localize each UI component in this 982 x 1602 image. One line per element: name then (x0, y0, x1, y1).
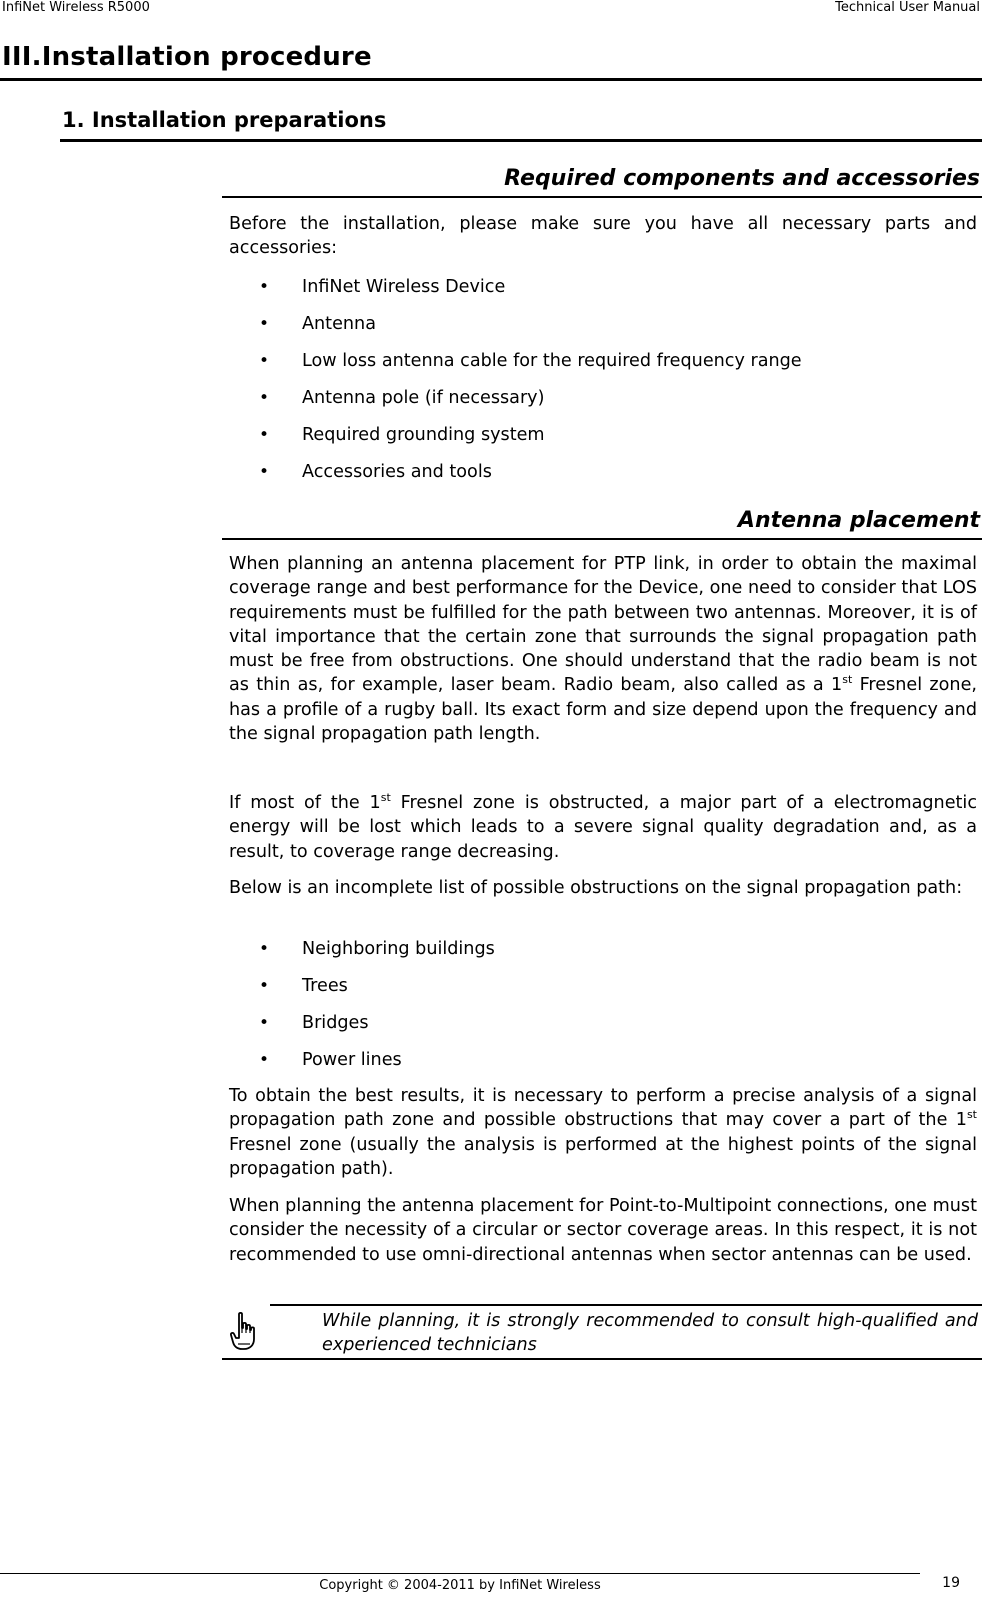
subsection-heading-rule (222, 196, 982, 198)
bullet-icon: • (259, 1013, 270, 1033)
note-rule-top (270, 1304, 982, 1306)
list-item (229, 312, 977, 349)
bullet-icon: • (259, 351, 270, 371)
list-item (229, 1011, 977, 1048)
subsection-heading-rule (222, 538, 982, 540)
bullet-icon: • (259, 1050, 270, 1070)
subsection-heading-antenna-placement: Antenna placement (737, 508, 980, 533)
list-item (229, 974, 977, 1011)
placement-paragraph-2: If most of the 1st Fresnel zone is obstructed, a major part of a electromagnetic energy will be lost which leads to a severe signal quality degradation and, as a result, to coverage range decreasing. (229, 791, 977, 862)
list-item-text: Bridges (302, 1013, 369, 1033)
page-number: 19 (942, 1575, 960, 1591)
section-heading: 1. Installation preparations (62, 108, 387, 132)
subsection-heading-components: Required components and accessories (504, 166, 980, 191)
list-item-text: Power lines (302, 1050, 402, 1070)
list-item (229, 349, 977, 386)
header-manual-title: Technical User Manual (835, 0, 980, 15)
list-item-text: Trees (302, 976, 348, 996)
section-heading-rule (60, 139, 982, 142)
list-item (229, 937, 977, 974)
list-item-text: InfiNet Wireless Device (302, 277, 506, 297)
placement-paragraph-4: To obtain the best results, it is necessary to perform a precise analysis of a signal propagation path zone and possible obstructions that may cover a part of the 1st Fresnel zone (usually the analysis is performed at the highest points of the signal propagation path). (229, 1086, 977, 1179)
list-item-text: Low loss antenna cable for the required frequency range (302, 351, 802, 371)
placement-paragraph-3: Below is an incomplete list of possible obstructions on the signal propagation path: (229, 878, 963, 898)
obstructions-list (229, 937, 977, 1085)
list-item (229, 275, 977, 312)
bullet-icon: • (259, 939, 270, 959)
list-item (229, 386, 977, 423)
footer-copyright: Copyright © 2004-2011 by InfiNet Wireless (319, 1578, 601, 1593)
bullet-icon: • (259, 314, 270, 334)
placement-paragraph-5: When planning the antenna placement for Point-to-Multipoint connections, one must consider the necessity of a circular or sector coverage areas. In this respect, it is not recommended to use omni-directional antennas when sector antennas can be used. (229, 1196, 977, 1265)
list-item-text: Neighboring buildings (302, 939, 495, 959)
footer-rule (0, 1573, 920, 1574)
bullet-icon: • (259, 277, 270, 297)
bullet-icon: • (259, 425, 270, 445)
note-text: While planning, it is strongly recommended to consult high-qualified and experienced technicians (322, 1311, 978, 1356)
placement-paragraph-1: When planning an antenna placement for PTP link, in order to obtain the maximal coverage range and best performance for the Device, one need to consider that LOS requirements must be fulfilled for the path between two antennas. Moreover, it is of vital importance that the certain zone that surrounds the signal propagation path must be free from obstructions. One should understand that the radio beam is not as thin as, for example, laser beam. Radio beam, also called as a 1st Fresnel zone, has a profile of a rugby ball. Its exact form and size depend upon the frequency and the signal propagation path length. (229, 554, 977, 745)
bullet-icon: • (259, 976, 270, 996)
list-item (229, 460, 977, 497)
chapter-heading: III.Installation procedure (2, 42, 372, 72)
components-intro-paragraph: Before the installation, please make sure you have all necessary parts and accessories: (229, 214, 977, 259)
list-item (229, 423, 977, 460)
page-header (0, 0, 982, 16)
list-item (229, 1048, 977, 1085)
note-rule-bottom (222, 1358, 982, 1360)
list-item-text: Antenna pole (if necessary) (302, 388, 545, 408)
bullet-icon: • (259, 388, 270, 408)
chapter-heading-rule (0, 78, 982, 81)
bullet-icon: • (259, 462, 270, 482)
pointing-hand-icon (228, 1311, 258, 1351)
list-item-text: Accessories and tools (302, 462, 492, 482)
list-item-text: Required grounding system (302, 425, 545, 445)
components-list (229, 275, 977, 497)
header-product-name: InfiNet Wireless R5000 (2, 0, 150, 15)
list-item-text: Antenna (302, 314, 376, 334)
